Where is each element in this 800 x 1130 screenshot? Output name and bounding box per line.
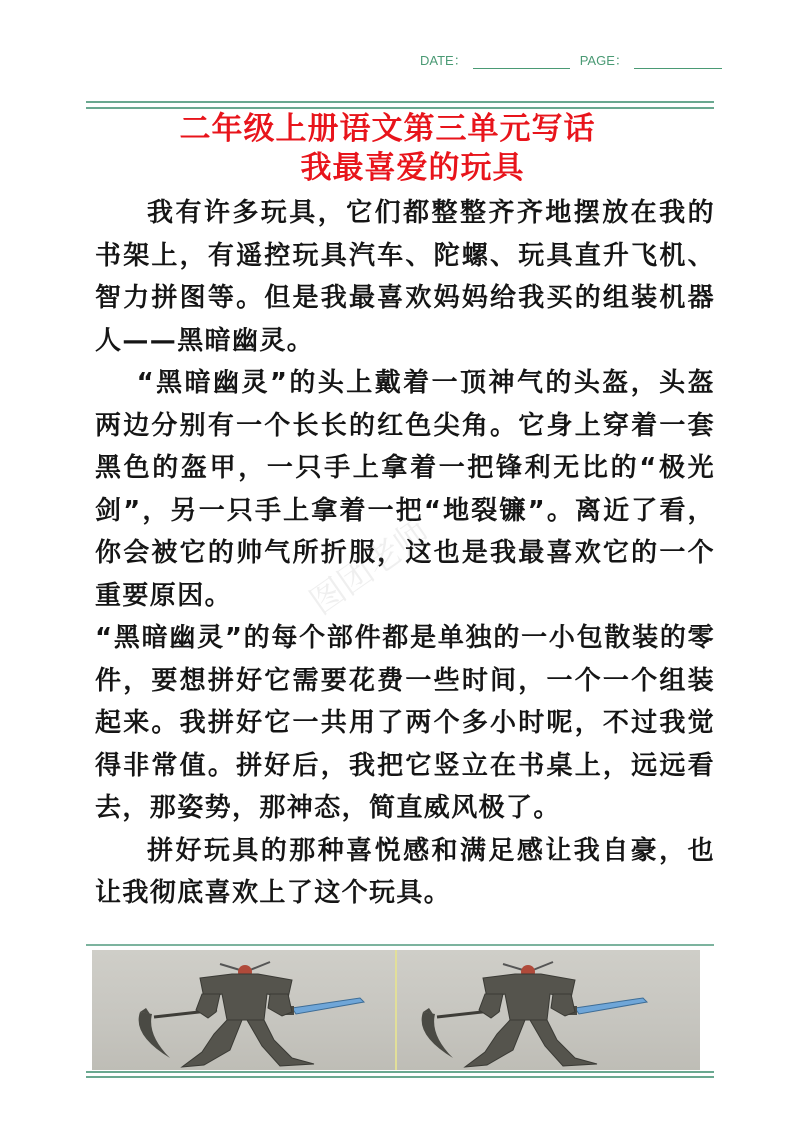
paragraph-4: 拼好玩具的那种喜悦感和满足感让我自豪，也让我彻底喜欢上了这个玩具。 [95,835,715,908]
robot-image-right [397,950,700,1070]
page-subtitle: 我最喜爱的玩具 [300,150,525,186]
date-label: DATE： [420,53,467,68]
essay-body [95,192,715,915]
page-blank-line [634,54,722,69]
top-rule-2 [86,107,714,109]
date-blank-line [473,54,570,69]
watermark: 图团老师 [302,511,438,623]
robot-illustration-icon [397,950,700,1070]
bottom-rule-2 [86,1076,714,1078]
image-row [92,950,700,1070]
paragraph-2: “黑暗幽灵”的头上戴着一顶神气的头盔，头盔两边分别有一个长长的红色尖角。它身上穿着一套黑色的盔甲，一只手上拿着一把锋利无比的“极光剑”，另一只手上拿着一把“地裂镰”。离近了看，你会被它的帅气所折服，这也是我最喜欢它的一个重要原因。 [95,368,715,611]
page-label: PAGE： [579,53,628,68]
bottom-rule-1 [86,1071,714,1073]
title-block [0,110,800,188]
header-meta [420,50,722,69]
top-rule-1 [86,101,714,103]
robot-illustration-icon [92,950,396,1070]
image-top-rule [86,944,714,946]
paragraph-1: 我有许多玩具，它们都整整齐齐地摆放在我的书架上，有遥控玩具汽车、陀螺、玩具直升飞机、智力拼图等。但是我最喜欢妈妈给我买的组装机器人——黑暗幽灵。 [95,198,715,356]
page-title: 二年级上册语文第三单元写话 [179,111,596,147]
paragraph-3: “黑暗幽灵”的每个部件都是单独的一小包散装的零件，要想拼好它需要花费一些时间，一个一个组装起来。我拼好它一共用了两个多小时呢，不过我觉得非常值。拼好后，我把它竖立在书桌上，远远看去，那姿势，那神态，简直威风极了。 [95,623,715,823]
robot-image-left [92,950,397,1070]
